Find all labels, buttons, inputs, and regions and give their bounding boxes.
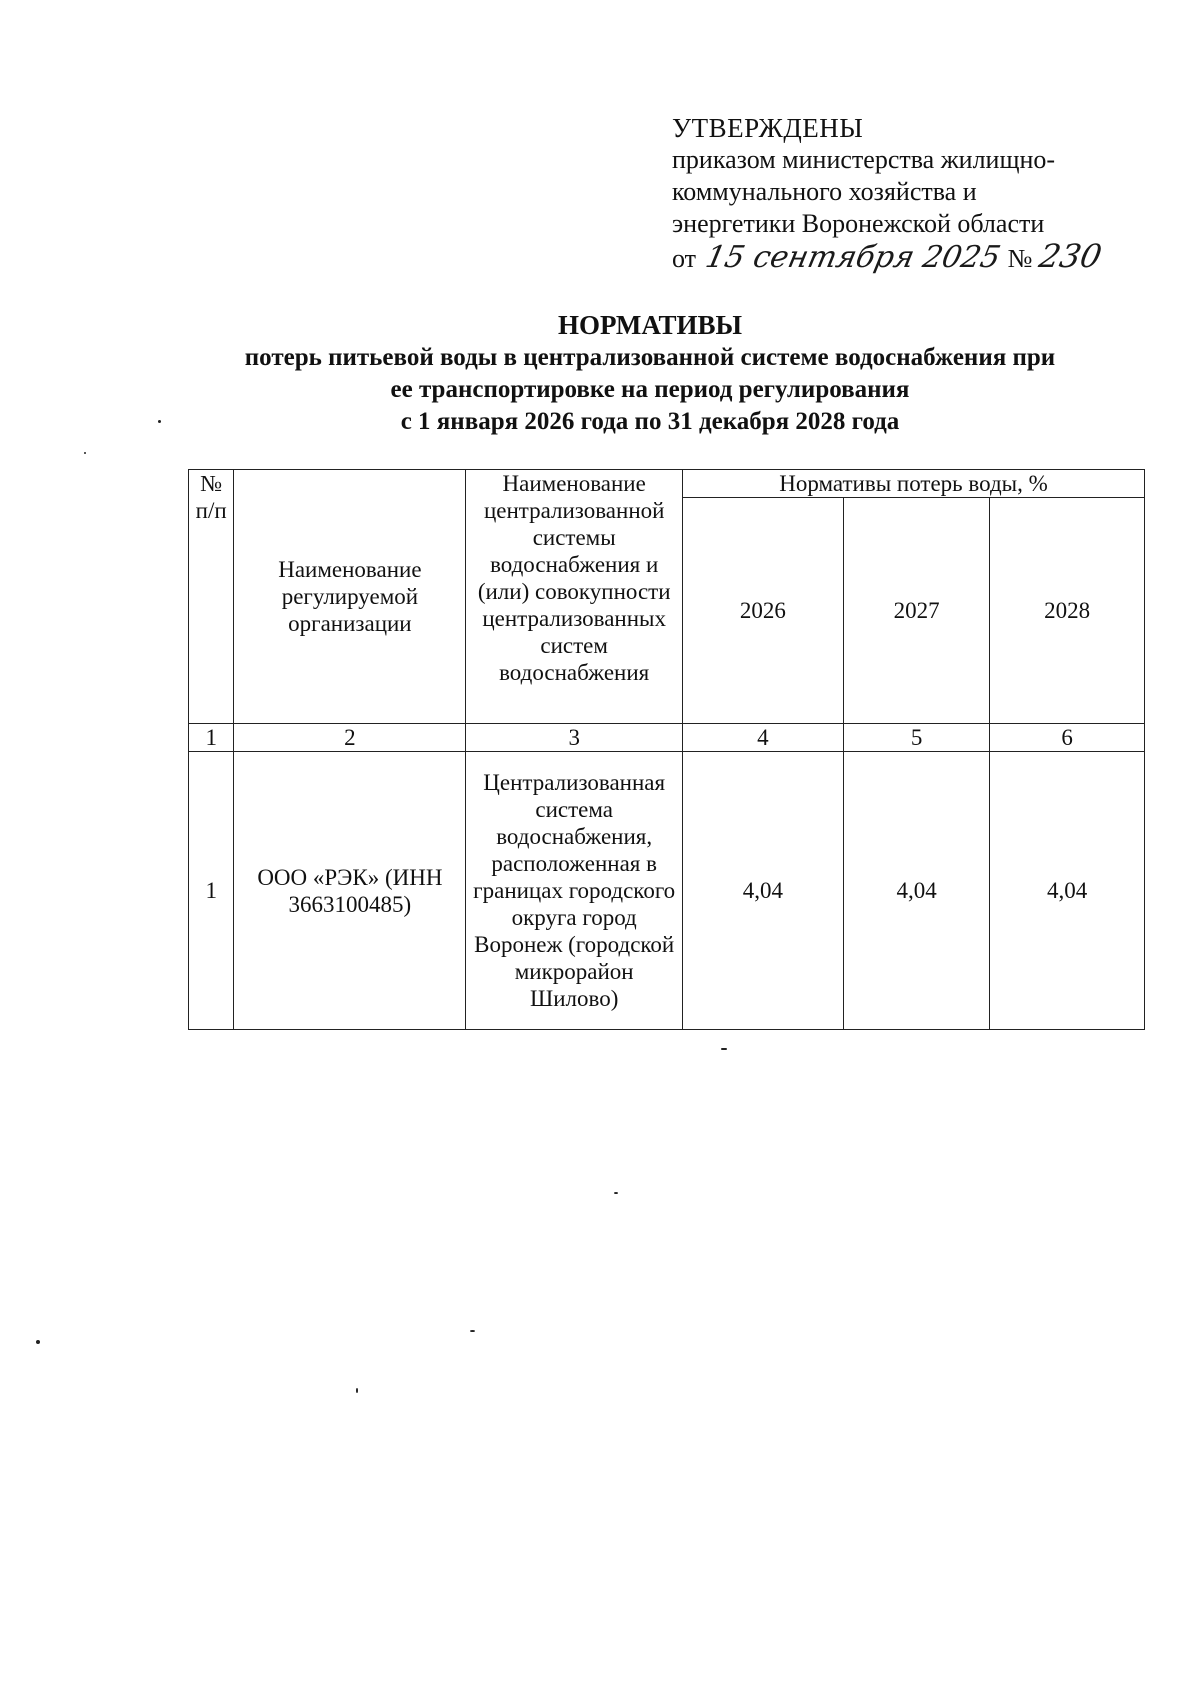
column-number-cell: 5 (843, 724, 989, 752)
row-num-cell: 1 (189, 752, 234, 1030)
scan-speck (84, 452, 86, 454)
column-number-cell: 2 (234, 724, 466, 752)
row-value-2028-cell: 4,04 (990, 752, 1145, 1030)
approval-line-1: приказом министерства жилищно- (672, 145, 1056, 174)
header-cell-system: Наименование централизованной системы водоснабжения и (или) совокупности централизованных систем водоснабжения (466, 470, 683, 724)
scan-speck (470, 1330, 475, 1332)
column-number-cell: 6 (990, 724, 1145, 752)
header-cell-num: № п/п (189, 470, 234, 724)
column-number-row (189, 724, 1145, 752)
column-number-cell: 4 (682, 724, 843, 752)
scan-speck (158, 420, 161, 423)
document-subtitle-line-3: с 1 января 2026 года по 31 декабря 2028 года (400, 408, 900, 435)
approval-handwritten-date: 15 сентября 2025 (702, 240, 1004, 275)
table-row (189, 752, 1145, 1030)
scan-speck (36, 1340, 40, 1344)
row-system-cell: Централизованная система водоснабжения, расположенная в границах городского округа город Воронеж (городской микрорайон Шилово) (466, 752, 683, 1030)
scan-speck (356, 1388, 358, 1393)
row-value-2027-cell: 4,04 (843, 752, 989, 1030)
header-cell-year-2027: 2027 (843, 498, 989, 724)
header-cell-norms-group: Нормативы потерь воды, % (682, 470, 1144, 498)
norms-table (188, 469, 1145, 1030)
document-title-block (150, 308, 1150, 438)
document-subtitle-line-1: потерь питьевой воды в централизованной системе водоснабжения при (244, 344, 1056, 371)
column-number-cell: 1 (189, 724, 234, 752)
scan-speck (614, 1192, 618, 1194)
document-title: НОРМАТИВЫ (557, 310, 743, 340)
approval-date-line (672, 237, 1112, 275)
column-number-cell: 3 (466, 724, 683, 752)
header-cell-year-2026: 2026 (682, 498, 843, 724)
scan-speck (721, 1048, 727, 1050)
approval-heading: УТВЕРЖДЕНЫ (672, 113, 864, 143)
approval-line-2: коммунального хозяйства и (672, 177, 977, 206)
row-value-2026-cell: 4,04 (682, 752, 843, 1030)
approval-stamp-block (672, 112, 1112, 275)
approval-line-3: энергетики Воронежской области (672, 209, 1045, 238)
document-subtitle-line-2: ее транспортировке на период регулирования (390, 376, 910, 403)
approval-number-label: № (1007, 244, 1033, 273)
header-cell-org: Наименование регулируемой организации (234, 470, 466, 724)
header-cell-year-2028: 2028 (990, 498, 1145, 724)
approval-handwritten-number: 230 (1036, 237, 1106, 275)
approval-from-prefix: от (672, 244, 697, 273)
row-org-cell: ООО «РЭК» (ИНН 3663100485) (234, 752, 466, 1030)
